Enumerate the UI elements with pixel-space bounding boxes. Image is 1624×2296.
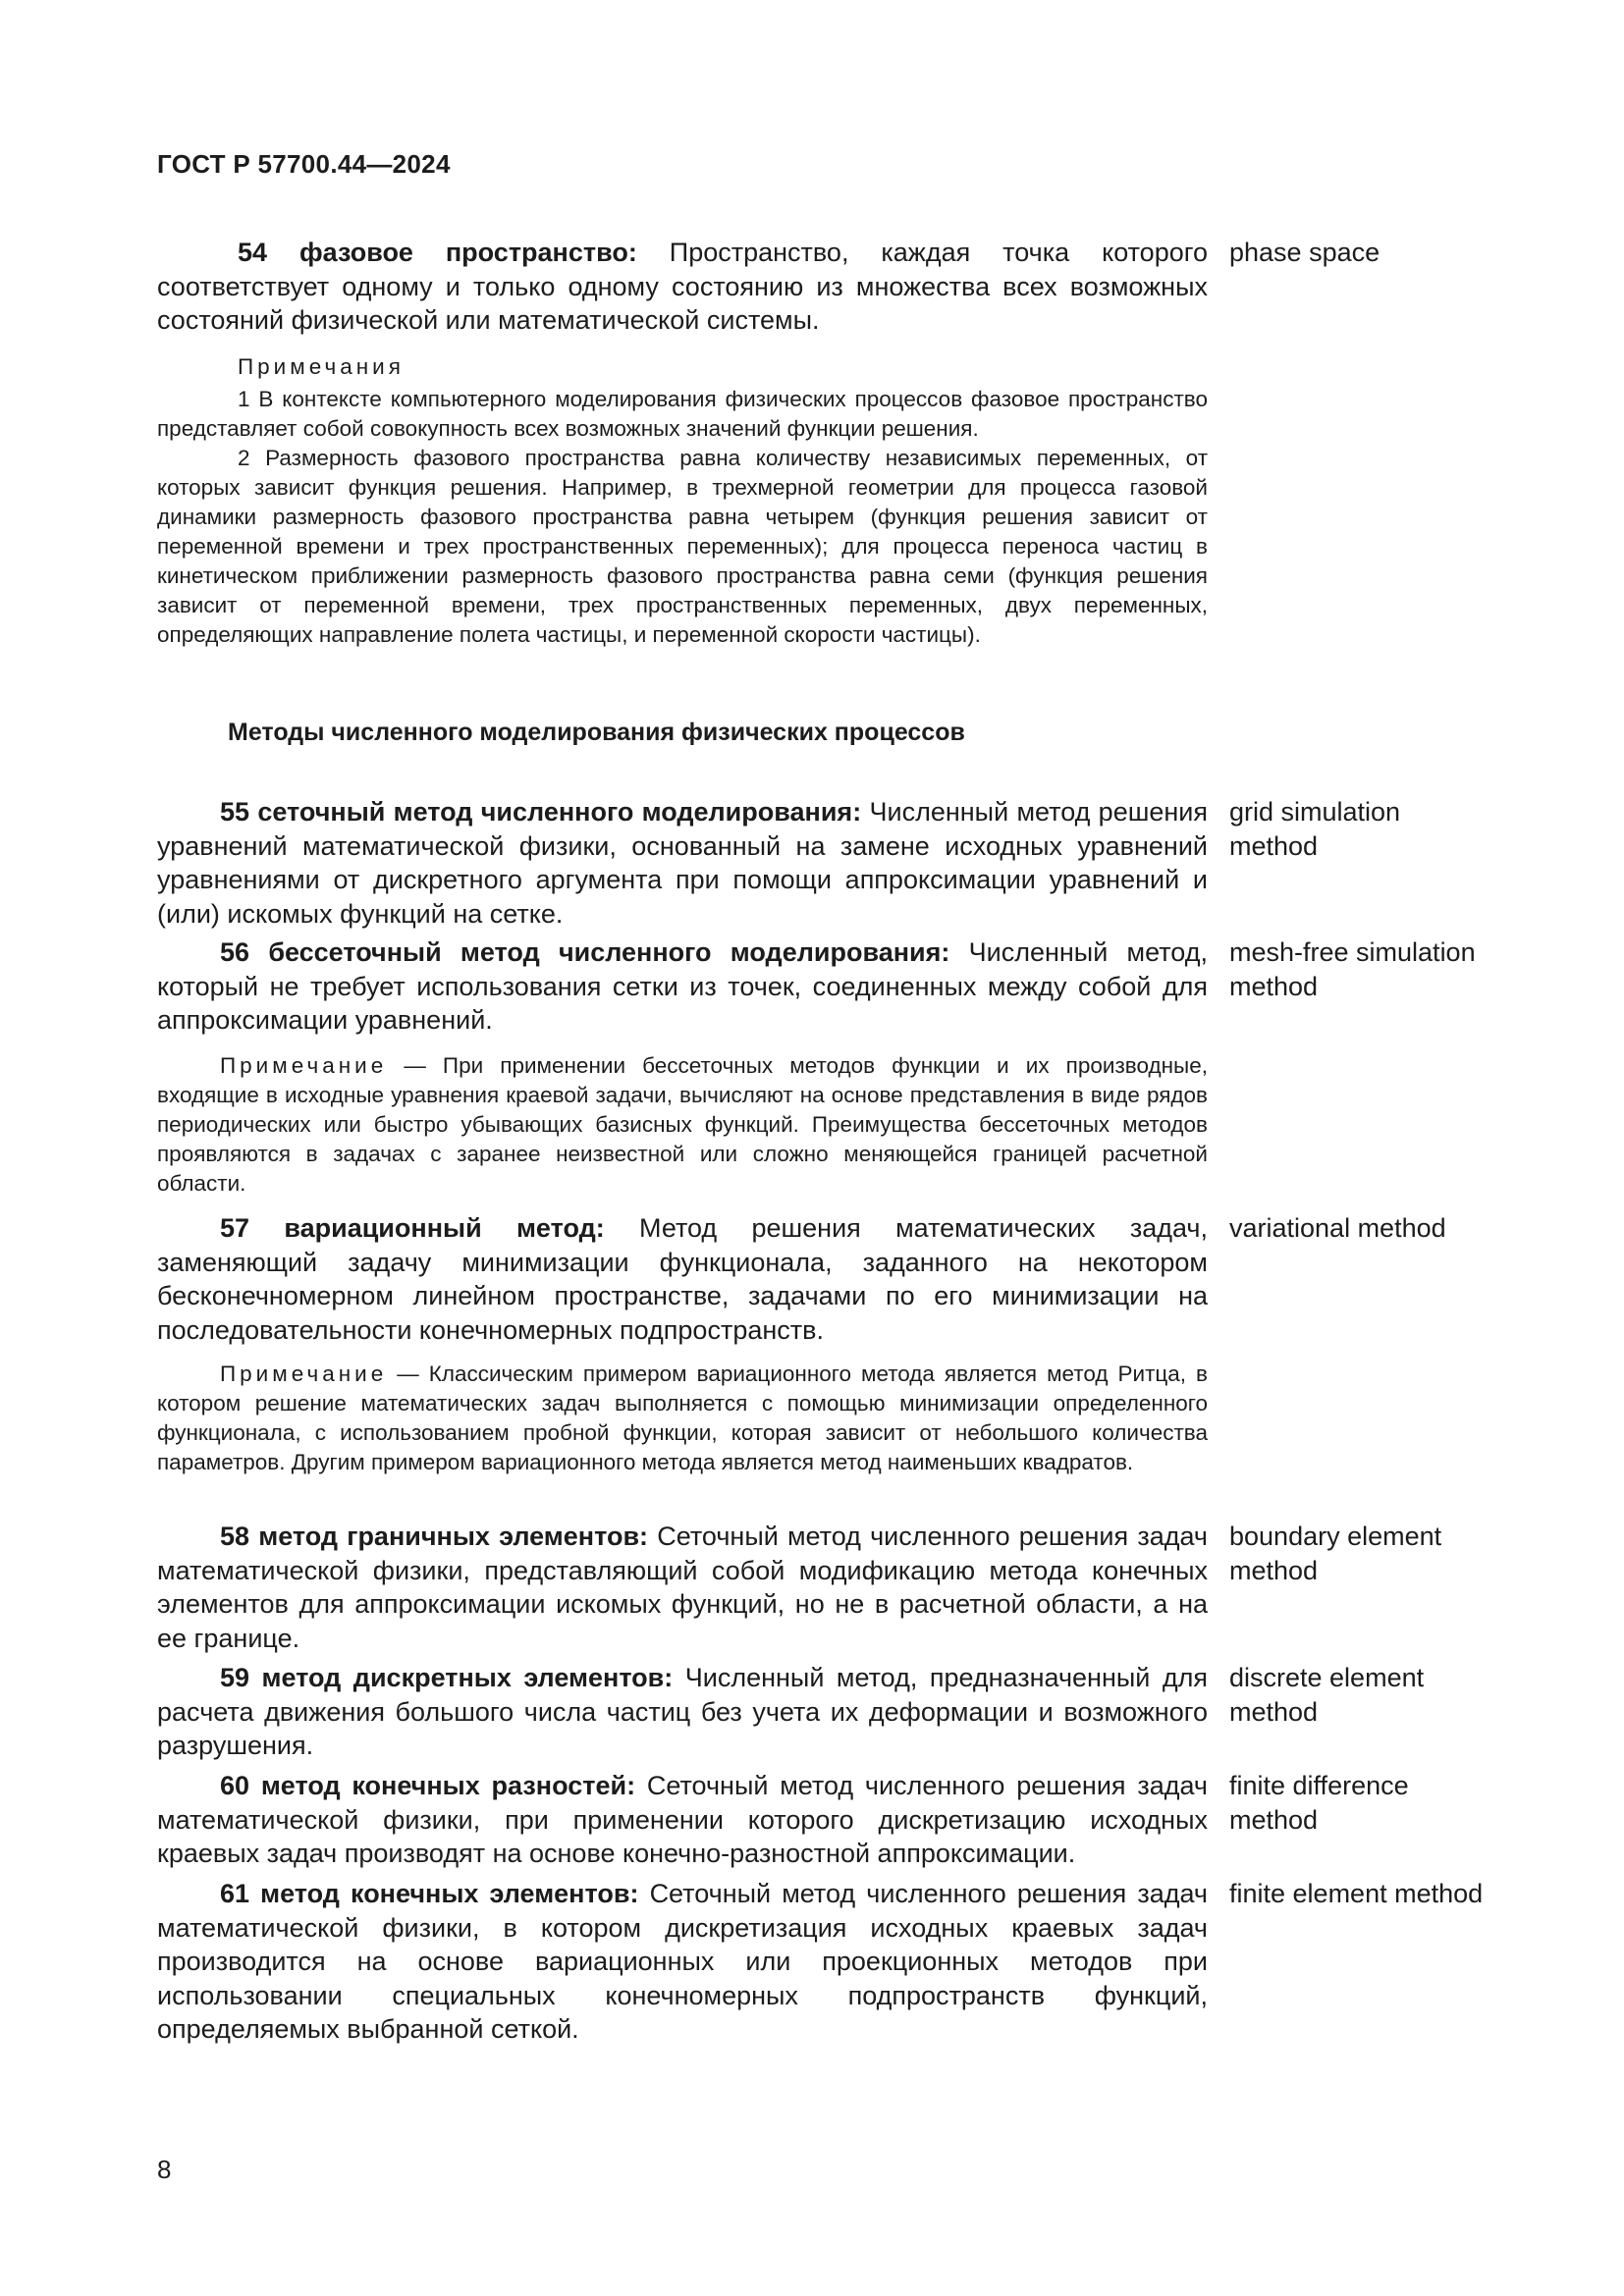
note-text: — Классическим примером вариационного метода является метод Ритца, в котором решение математических задач выполняется с помощью минимизации определенного функционала, с использованием пробной функции, которая зависит от небольшого количества параметров. Другим примером вариационного метода является метод наименьших квадратов.	[157, 1362, 1208, 1474]
notes-54	[157, 385, 1208, 650]
term-name: бессеточный метод численного моделирования:	[268, 937, 950, 967]
note-label: Примечание	[220, 1053, 388, 1078]
note-57	[157, 1360, 1208, 1477]
term-61	[157, 1877, 1208, 2047]
term-57	[157, 1211, 1208, 1347]
term-number: 60	[220, 1771, 250, 1800]
page-number: 8	[157, 2155, 172, 2184]
term-number: 56	[220, 937, 250, 967]
term-number: 55	[220, 797, 250, 827]
term-57-english: variational method	[1229, 1213, 1446, 1243]
term-61-english: finite element method	[1229, 1879, 1484, 1908]
term-name: вариационный метод:	[284, 1213, 605, 1243]
term-number: 58	[220, 1522, 250, 1551]
term-definition: Сеточный метод численного решения задач математической физики, в котором дискретизация исходных краевых задач производится на основе вариационных или проекционных методов при использовании специальных конечномерных подпространств функций, определяемых выбранной сеткой.	[157, 1879, 1208, 2044]
note-label: Примечание	[220, 1362, 388, 1386]
term-definition: Численный метод решения уравнений математической физики, основанный на замене исходных уравнений уравнениями от дискретного аргумента при помощи аппроксимации уравнений и (или) искомых функций на сетке.	[157, 797, 1208, 929]
term-58-english: boundary element method	[1229, 1522, 1442, 1585]
term-55	[157, 795, 1208, 931]
term-number: 57	[220, 1213, 250, 1243]
term-60-english: finite difference method	[1229, 1771, 1409, 1835]
term-definition: Пространство, каждая точка которого соответствует одному и только одному состоянию из множества всех возможных состояний физической или математической системы.	[157, 238, 1208, 335]
term-name: метод дискретных элементов:	[261, 1663, 674, 1692]
term-number: 54	[238, 238, 268, 267]
notes-heading: Примечания	[238, 354, 405, 379]
term-name: метод граничных элементов:	[258, 1522, 649, 1551]
term-number: 59	[220, 1663, 250, 1692]
term-60	[157, 1769, 1208, 1871]
note-text: — При применении бессеточных методов функции и их производные, входящие в исходные уравнения краевой задачи, вычисляют на основе представления в виде рядов периодических или быстро убывающих базисных функций. Преимущества бессеточных методов проявляются в задачах с заранее неизвестной или сложно меняющейся границей расчетной области.	[157, 1053, 1208, 1196]
note-56	[157, 1051, 1208, 1199]
term-definition: Сеточный метод численного решения задач математической физики, при применении которого дискретизацию исходных краевых задач производят на основе конечно-разностной аппроксимации.	[157, 1771, 1208, 1868]
term-56-english: mesh-free simulation method	[1229, 937, 1476, 1001]
term-definition: Сеточный метод численного решения задач математической физики, представляющий собой модификацию метода конечных элементов для аппроксимации искомых функций, но не в расчетной области, а на ее границе.	[157, 1522, 1208, 1653]
term-definition: Численный метод, предназначенный для расчета движения большого числа частиц без учета их деформации и возможного разрушения.	[157, 1663, 1208, 1760]
term-name: метод конечных разностей:	[260, 1771, 636, 1800]
term-56	[157, 935, 1208, 1038]
term-54-english: phase space	[1229, 238, 1380, 267]
term-definition: Метод решения математических задач, заменяющий задачу минимизации функционала, заданного на некотором бесконечномерном линейном пространстве, задачами по его минимизации на последовательности конечномерных подпространств.	[157, 1213, 1208, 1345]
term-55-english: grid simulation method	[1229, 797, 1401, 861]
term-59-english: discrete element method	[1229, 1663, 1425, 1727]
note-item-1: 1 В контексте компьютерного моделирования физических процессов фазовое пространство представляет собой совокупность всех возможных значений функции решения.	[157, 387, 1208, 441]
term-58	[157, 1520, 1208, 1655]
term-name: метод конечных элементов:	[260, 1879, 639, 1908]
note-item-2: 2 Размерность фазового пространства равна количеству независимых переменных, от которых зависит функция решения. Например, в трехмерной геометрии для процесса газовой динамики размерность фазового пространства равна четырем (функция решения зависит от переменной времени и трех пространственных переменных); для процесса переноса частиц в кинетическом приближении размерность фазового пространства равна семи (функция решения зависит от переменной времени, трех пространственных переменных, двух переменных, определяющих направление полета частицы, и переменной скорости частицы).	[157, 446, 1208, 647]
term-54	[157, 236, 1208, 338]
term-59	[157, 1661, 1208, 1763]
document-header: ГОСТ Р 57700.44—2024	[157, 149, 451, 179]
section-title: Методы численного моделирования физических процессов	[228, 719, 965, 746]
term-name: фазовое пространство:	[298, 238, 637, 267]
term-definition: Численный метод, который не требует использования сетки из точек, соединенных между собой для аппроксимации уравнений.	[157, 937, 1208, 1035]
term-name: сеточный метод численного моделирования:	[257, 797, 862, 827]
term-number: 61	[220, 1879, 250, 1908]
